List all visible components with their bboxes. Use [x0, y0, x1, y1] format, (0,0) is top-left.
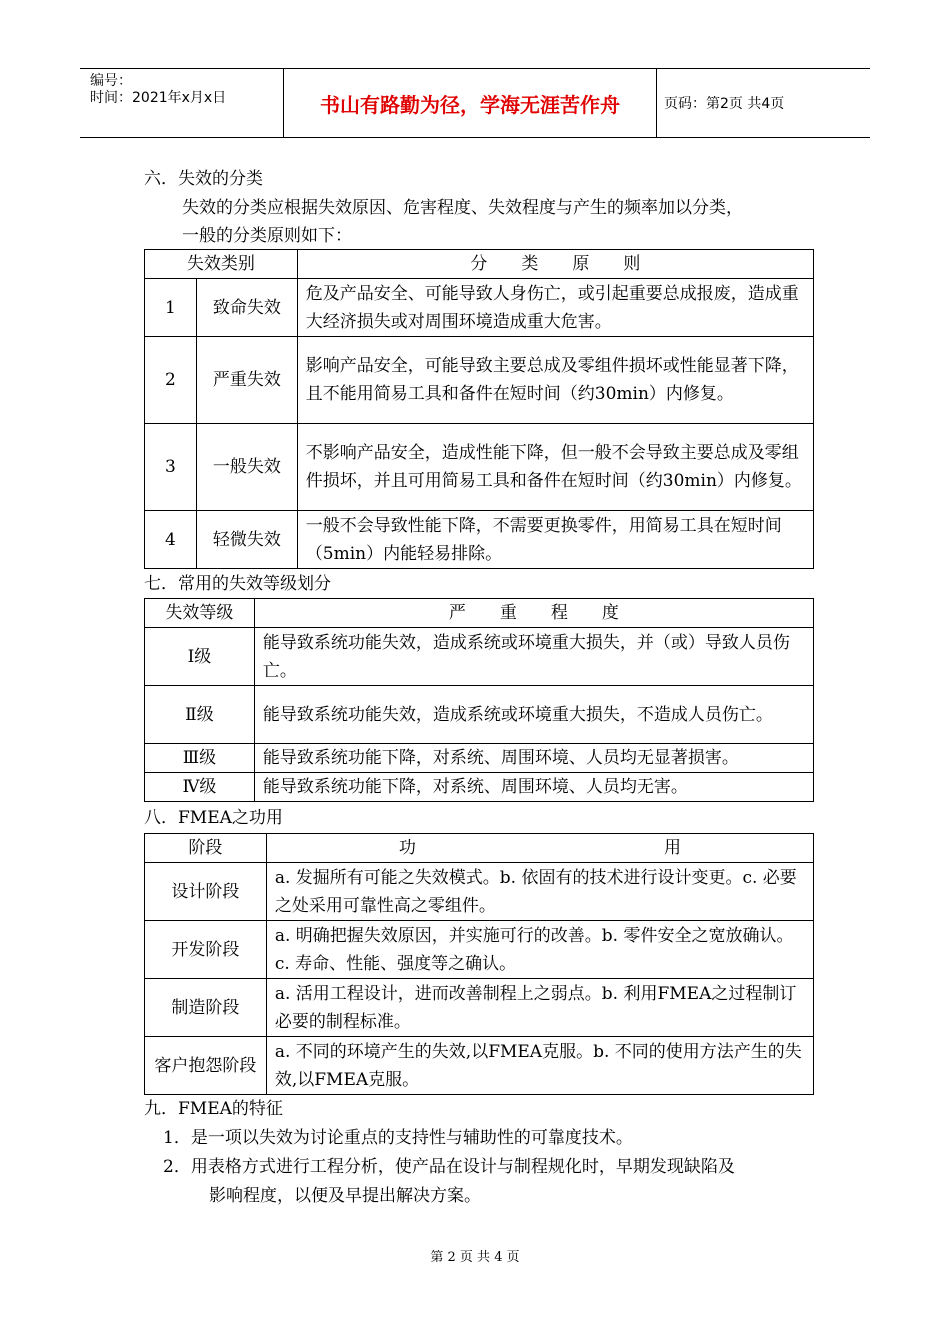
row-description: 一般不会导致性能下降，不需要更换零件，用简易工具在短时间（5min）内能轻易排除。 [297, 511, 813, 569]
row-description: 危及产品安全、可能导致人身伤亡，或引起重要总成报废，造成重大经济损失或对周围环境造成重大危害。 [297, 279, 813, 337]
col-header-function [266, 834, 813, 863]
table-row [145, 337, 814, 424]
table-row [145, 628, 814, 686]
table-row [145, 279, 814, 337]
row-description: a. 不同的环境产生的失效,以FMEA克服。b. 不同的使用方法产生的失效,以FMEA克服。 [266, 1037, 813, 1095]
section6-intro-line2: 一般的分类原则如下： [182, 226, 352, 246]
section9-item2-line1: 2．用表格方式进行工程分析，使产品在设计与制程规化时，早期发现缺陷及 [163, 1157, 735, 1177]
table-row [145, 686, 814, 744]
col-header-function-a: 功 [398, 838, 416, 858]
header-right [656, 69, 870, 137]
row-description: 不影响产品安全，造成性能下降，但一般不会导致主要总成及零组件损坏，并且可用简易工具和备件在短时间（约30min）内修复。 [297, 424, 813, 511]
row-level: Ⅱ级 [145, 686, 255, 744]
row-description: 影响产品安全，可能导致主要总成及零组件损坏或性能显著下降，且不能用简易工具和备件在短时间（约30min）内修复。 [297, 337, 813, 424]
table-row [145, 979, 814, 1037]
failure-level-table [144, 598, 814, 802]
row-description: a. 发掘所有可能之失效模式。b. 依固有的技术进行设计变更。c. 必要之处采用可靠性高之零组件。 [266, 863, 813, 921]
page-label: 页码：第2页 共4页 [664, 96, 785, 112]
fmea-function-table [144, 833, 814, 1095]
section8-title: 八．FMEA之功用 [144, 808, 283, 828]
table-row [145, 744, 814, 773]
row-stage: 开发阶段 [145, 921, 267, 979]
header-left [80, 69, 283, 137]
row-category: 轻微失效 [196, 511, 297, 569]
row-stage: 制造阶段 [145, 979, 267, 1037]
table-row [145, 921, 814, 979]
page-footer: 第 2 页 共 4 页 [430, 1250, 520, 1265]
col-header-category: 失效类别 [145, 250, 298, 279]
table-row [145, 511, 814, 569]
row-description: 能导致系统功能下降，对系统、周围环境、人员均无显著损害。 [254, 744, 813, 773]
section9-title: 九．FMEA的特征 [144, 1099, 283, 1119]
section9-item2-line2: 影响程度，以便及早提出解决方案。 [209, 1186, 481, 1206]
header-motto-cell [283, 69, 657, 137]
section6-title: 六．失效的分类 [144, 169, 263, 189]
row-description: 能导致系统功能失效，造成系统或环境重大损失，并（或）导致人员伤亡。 [254, 628, 813, 686]
row-description: 能导致系统功能下降，对系统、周围环境、人员均无害。 [254, 773, 813, 802]
failure-classification-table [144, 249, 814, 569]
row-stage: 客户抱怨阶段 [145, 1037, 267, 1095]
table-row [145, 863, 814, 921]
row-description: a. 明确把握失效原因，并实施可行的改善。b. 零件安全之宽放确认。c. 寿命、性能、强度等之确认。 [266, 921, 813, 979]
row-number: 4 [145, 511, 197, 569]
col-header-level: 失效等级 [145, 599, 255, 628]
row-level: Ⅲ级 [145, 744, 255, 773]
table-row [145, 773, 814, 802]
table-row [145, 1037, 814, 1095]
section6-intro-line1: 失效的分类应根据失效原因、危害程度、失效程度与产生的频率加以分类， [182, 198, 743, 218]
row-category: 严重失效 [196, 337, 297, 424]
col-header-stage: 阶段 [145, 834, 267, 863]
table-header-row [145, 599, 814, 628]
col-header-principle: 分 类 原 则 [297, 250, 813, 279]
row-number: 3 [145, 424, 197, 511]
date-label: 时间：2021年x月x日 [90, 90, 227, 106]
table-header-row [145, 834, 814, 863]
row-number: 1 [145, 279, 197, 337]
row-category: 一般失效 [196, 424, 297, 511]
row-description: a. 活用工程设计，进而改善制程上之弱点。b. 利用FMEA之过程制订必要的制程标准。 [266, 979, 813, 1037]
section9-item1: 1．是一项以失效为讨论重点的支持性与辅助性的可靠度技术。 [163, 1128, 633, 1148]
table-row [145, 424, 814, 511]
page-header [80, 68, 870, 138]
col-header-function-b: 用 [663, 838, 681, 858]
row-number: 2 [145, 337, 197, 424]
row-category: 致命失效 [196, 279, 297, 337]
table-header-row [145, 250, 814, 279]
col-header-severity: 严 重 程 度 [254, 599, 813, 628]
row-level: Ⅳ级 [145, 773, 255, 802]
row-level: Ⅰ级 [145, 628, 255, 686]
row-stage: 设计阶段 [145, 863, 267, 921]
header-motto: 书山有路勤为径，学海无涯苦作舟 [320, 92, 620, 117]
section7-title: 七．常用的失效等级划分 [144, 574, 331, 594]
number-label: 编号： [90, 73, 132, 89]
row-description: 能导致系统功能失效，造成系统或环境重大损失，不造成人员伤亡。 [254, 686, 813, 744]
